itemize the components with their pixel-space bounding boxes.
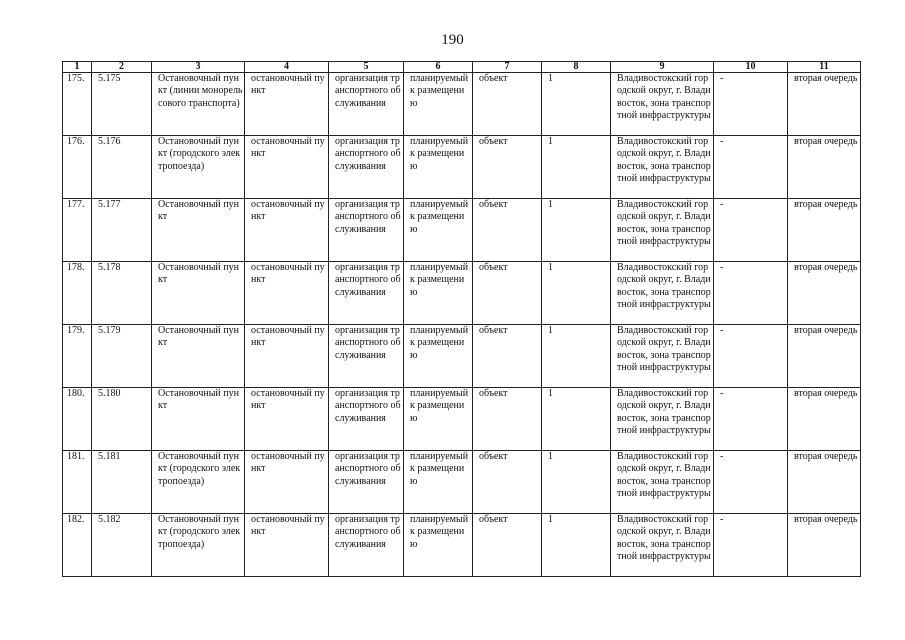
kind-text: объект xyxy=(479,262,508,273)
kind-cell xyxy=(473,388,542,451)
object-type-text: остановочный пункт xyxy=(251,325,325,349)
location-text: Владивостокский городской округ, г. Владивосток, зона транспортной инфраструктуры xyxy=(617,262,711,310)
code-text: 5.180 xyxy=(98,388,121,399)
column-header-11: 11 xyxy=(788,62,861,73)
kind-text: объект xyxy=(479,451,508,462)
column-header-10: 10 xyxy=(714,62,788,73)
table-row xyxy=(63,262,861,325)
code-text: 5.176 xyxy=(98,136,121,147)
location-cell xyxy=(611,388,714,451)
kind-text: объект xyxy=(479,136,508,147)
status-cell xyxy=(404,199,473,262)
kind-cell xyxy=(473,73,542,136)
stage-text: вторая очередь xyxy=(794,136,858,147)
row-number-cell xyxy=(63,199,92,262)
purpose-text: организация транспортного обслуживания xyxy=(335,325,401,361)
stage-text: вторая очередь xyxy=(794,199,858,210)
column-header-5: 5 xyxy=(329,62,404,73)
purpose-text: организация транспортного обслуживания xyxy=(335,262,401,298)
purpose-cell xyxy=(329,199,404,262)
object-type-cell xyxy=(245,388,329,451)
status-cell xyxy=(404,388,473,451)
row-number-cell xyxy=(63,136,92,199)
object-name-cell xyxy=(152,199,245,262)
zone-text: - xyxy=(720,388,724,399)
row-number-cell xyxy=(63,388,92,451)
stage-text: вторая очередь xyxy=(794,514,858,525)
kind-cell xyxy=(473,136,542,199)
zone-text: - xyxy=(720,136,724,147)
code-text: 5.177 xyxy=(98,199,121,210)
kind-text: объект xyxy=(479,199,508,210)
status-text: планируемый к размещению xyxy=(410,262,469,298)
object-name-cell xyxy=(152,136,245,199)
purpose-text: организация транспортного обслуживания xyxy=(335,451,401,487)
code-cell xyxy=(92,199,152,262)
object-name-text: Остановочный пункт xyxy=(158,199,239,223)
object-type-text: остановочный пункт xyxy=(251,514,325,538)
status-text: планируемый к размещению xyxy=(410,325,469,361)
location-text: Владивостокский городской округ, г. Владивосток, зона транспортной инфраструктуры xyxy=(617,388,711,436)
object-type-text: остановочный пункт xyxy=(251,388,325,412)
status-text: планируемый к размещению xyxy=(410,388,469,424)
status-cell xyxy=(404,514,473,577)
quantity-text: 1 xyxy=(548,388,553,399)
status-text: планируемый к размещению xyxy=(410,199,469,235)
purpose-text: организация транспортного обслуживания xyxy=(335,514,401,550)
location-text: Владивостокский городской округ, г. Владивосток, зона транспортной инфраструктуры xyxy=(617,514,711,562)
zone-cell xyxy=(714,199,788,262)
table-row xyxy=(63,136,861,199)
kind-cell xyxy=(473,199,542,262)
quantity-text: 1 xyxy=(548,514,553,525)
object-name-cell xyxy=(152,73,245,136)
purpose-cell xyxy=(329,73,404,136)
location-cell xyxy=(611,262,714,325)
object-type-text: остановочный пункт xyxy=(251,451,325,475)
object-type-text: остановочный пункт xyxy=(251,136,325,160)
object-type-cell xyxy=(245,199,329,262)
row-number-cell xyxy=(63,73,92,136)
code-cell xyxy=(92,136,152,199)
row-number-cell xyxy=(63,262,92,325)
object-name-cell xyxy=(152,514,245,577)
kind-text: объект xyxy=(479,325,508,336)
zone-cell xyxy=(714,262,788,325)
stage-cell xyxy=(788,199,861,262)
row-number-text: 179. xyxy=(67,325,85,336)
zone-text: - xyxy=(720,73,724,84)
row-number-text: 180. xyxy=(67,388,85,399)
status-text: планируемый к размещению xyxy=(410,136,469,172)
purpose-cell xyxy=(329,325,404,388)
quantity-cell xyxy=(542,199,611,262)
column-header-7: 7 xyxy=(473,62,542,73)
row-number-text: 175. xyxy=(67,73,85,84)
quantity-text: 1 xyxy=(548,451,553,462)
quantity-text: 1 xyxy=(548,73,553,84)
object-name-text: Остановочный пункт (городского электропоезда) xyxy=(158,136,241,172)
column-header-4: 4 xyxy=(245,62,329,73)
table-body xyxy=(63,73,861,577)
location-cell xyxy=(611,451,714,514)
location-cell xyxy=(611,514,714,577)
object-type-cell xyxy=(245,136,329,199)
code-cell xyxy=(92,451,152,514)
object-name-text: Остановочный пункт (линии монорельсового транспорта) xyxy=(158,73,243,109)
location-cell xyxy=(611,325,714,388)
row-number-text: 177. xyxy=(67,199,85,210)
object-name-text: Остановочный пункт (городского электропоезда) xyxy=(158,514,241,550)
stage-cell xyxy=(788,136,861,199)
quantity-cell xyxy=(542,514,611,577)
status-cell xyxy=(404,262,473,325)
row-number-text: 176. xyxy=(67,136,85,147)
object-name-cell xyxy=(152,451,245,514)
stage-text: вторая очередь xyxy=(794,388,858,399)
purpose-text: организация транспортного обслуживания xyxy=(335,136,401,172)
status-cell xyxy=(404,136,473,199)
zone-cell xyxy=(714,136,788,199)
column-header-1: 1 xyxy=(63,62,92,73)
status-text: планируемый к размещению xyxy=(410,451,469,487)
stage-cell xyxy=(788,451,861,514)
quantity-text: 1 xyxy=(548,199,553,210)
zone-text: - xyxy=(720,451,724,462)
code-cell xyxy=(92,514,152,577)
code-cell xyxy=(92,388,152,451)
objects-table xyxy=(62,61,861,577)
kind-cell xyxy=(473,262,542,325)
stage-text: вторая очередь xyxy=(794,325,858,336)
stage-text: вторая очередь xyxy=(794,262,858,273)
stage-cell xyxy=(788,262,861,325)
code-text: 5.179 xyxy=(98,325,121,336)
quantity-cell xyxy=(542,262,611,325)
status-cell xyxy=(404,451,473,514)
column-header-2: 2 xyxy=(92,62,152,73)
object-type-text: остановочный пункт xyxy=(251,262,325,286)
code-cell xyxy=(92,73,152,136)
kind-cell xyxy=(473,451,542,514)
object-type-cell xyxy=(245,514,329,577)
zone-text: - xyxy=(720,514,724,525)
object-name-text: Остановочный пункт (городского электропоезда) xyxy=(158,451,241,487)
quantity-text: 1 xyxy=(548,325,553,336)
purpose-cell xyxy=(329,388,404,451)
quantity-cell xyxy=(542,388,611,451)
row-number-cell xyxy=(63,514,92,577)
location-text: Владивостокский городской округ, г. Владивосток, зона транспортной инфраструктуры xyxy=(617,73,711,121)
quantity-text: 1 xyxy=(548,136,553,147)
purpose-cell xyxy=(329,451,404,514)
code-cell xyxy=(92,262,152,325)
location-cell xyxy=(611,73,714,136)
stage-text: вторая очередь xyxy=(794,73,858,84)
purpose-cell xyxy=(329,514,404,577)
status-text: планируемый к размещению xyxy=(410,73,469,109)
zone-cell xyxy=(714,388,788,451)
zone-cell xyxy=(714,451,788,514)
kind-text: объект xyxy=(479,73,508,84)
location-text: Владивостокский городской округ, г. Владивосток, зона транспортной инфраструктуры xyxy=(617,451,711,499)
object-name-cell xyxy=(152,388,245,451)
object-type-text: остановочный пункт xyxy=(251,73,325,97)
kind-cell xyxy=(473,514,542,577)
row-number-cell xyxy=(63,325,92,388)
object-type-text: остановочный пункт xyxy=(251,199,325,223)
purpose-cell xyxy=(329,136,404,199)
stage-text: вторая очередь xyxy=(794,451,858,462)
stage-cell xyxy=(788,514,861,577)
location-cell xyxy=(611,199,714,262)
code-cell xyxy=(92,325,152,388)
stage-cell xyxy=(788,388,861,451)
table-row xyxy=(63,514,861,577)
kind-cell xyxy=(473,325,542,388)
code-text: 5.181 xyxy=(98,451,121,462)
column-header-6: 6 xyxy=(404,62,473,73)
object-name-text: Остановочный пункт xyxy=(158,262,239,286)
zone-cell xyxy=(714,325,788,388)
object-name-text: Остановочный пункт xyxy=(158,325,239,349)
column-header-9: 9 xyxy=(611,62,714,73)
location-cell xyxy=(611,136,714,199)
code-text: 5.175 xyxy=(98,73,121,84)
table-row xyxy=(63,388,861,451)
quantity-cell xyxy=(542,325,611,388)
stage-cell xyxy=(788,325,861,388)
purpose-text: организация транспортного обслуживания xyxy=(335,388,401,424)
row-number-cell xyxy=(63,451,92,514)
quantity-cell xyxy=(542,136,611,199)
zone-cell xyxy=(714,73,788,136)
table-row xyxy=(63,199,861,262)
code-text: 5.182 xyxy=(98,514,121,525)
table-row xyxy=(63,325,861,388)
column-header-8: 8 xyxy=(542,62,611,73)
row-number-text: 181. xyxy=(67,451,85,462)
status-cell xyxy=(404,325,473,388)
stage-cell xyxy=(788,73,861,136)
object-name-text: Остановочный пункт xyxy=(158,388,239,412)
zone-text: - xyxy=(720,199,724,210)
quantity-text: 1 xyxy=(548,262,553,273)
table-row xyxy=(63,73,861,136)
zone-text: - xyxy=(720,325,724,336)
table-header xyxy=(63,62,861,73)
quantity-cell xyxy=(542,451,611,514)
object-type-cell xyxy=(245,73,329,136)
object-name-cell xyxy=(152,262,245,325)
row-number-text: 182. xyxy=(67,514,85,525)
header-row xyxy=(63,62,861,73)
column-header-3: 3 xyxy=(152,62,245,73)
quantity-cell xyxy=(542,73,611,136)
kind-text: объект xyxy=(479,388,508,399)
object-type-cell xyxy=(245,262,329,325)
location-text: Владивостокский городской округ, г. Владивосток, зона транспортной инфраструктуры xyxy=(617,136,711,184)
location-text: Владивостокский городской округ, г. Владивосток, зона транспортной инфраструктуры xyxy=(617,325,711,373)
row-number-text: 178. xyxy=(67,262,85,273)
zone-cell xyxy=(714,514,788,577)
purpose-text: организация транспортного обслуживания xyxy=(335,73,401,109)
location-text: Владивостокский городской округ, г. Владивосток, зона транспортной инфраструктуры xyxy=(617,199,711,247)
purpose-text: организация транспортного обслуживания xyxy=(335,199,401,235)
status-text: планируемый к размещению xyxy=(410,514,469,550)
object-type-cell xyxy=(245,325,329,388)
zone-text: - xyxy=(720,262,724,273)
page-number: 190 xyxy=(441,32,464,48)
object-name-cell xyxy=(152,325,245,388)
object-type-cell xyxy=(245,451,329,514)
code-text: 5.178 xyxy=(98,262,121,273)
status-cell xyxy=(404,73,473,136)
kind-text: объект xyxy=(479,514,508,525)
table-row xyxy=(63,451,861,514)
purpose-cell xyxy=(329,262,404,325)
